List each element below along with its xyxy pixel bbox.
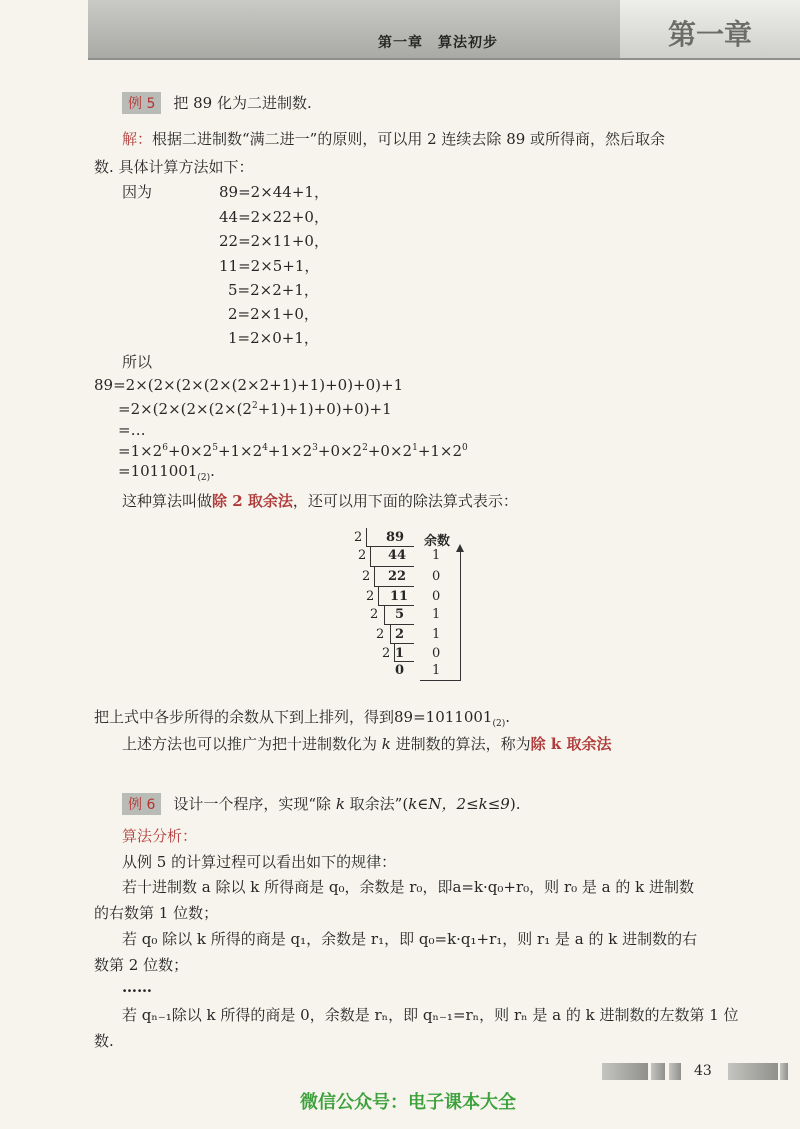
div-vline-3 <box>378 587 379 605</box>
remainder-1: 0 <box>432 569 441 584</box>
analysis-p4-l1: 若 qₙ₋₁除以 k 所得的商是 0，余数是 rₙ，即 qₙ₋₁=rₙ，则 rₙ 是 a 的 k 进制数的左数第 1 位 <box>122 1006 739 1024</box>
div-vline-4 <box>384 606 385 624</box>
example6-title-cond: k∈N，2≤k≤9 <box>408 795 510 813</box>
quotient-7: 0 <box>395 663 405 678</box>
quotient-0: 89 <box>386 530 405 545</box>
exp4-t5: +0×2 <box>367 442 413 460</box>
method-line <box>122 490 518 511</box>
exp4-s5: 1 <box>412 443 418 453</box>
remainder-4: 1 <box>432 627 441 642</box>
analysis-p2-l2: 的右数第 1 位数； <box>94 904 219 922</box>
header-chapter-title: 第一章 算法初步 <box>378 35 498 51</box>
expansion-2 <box>118 400 392 418</box>
div-vline-6 <box>394 644 395 661</box>
expansion-5-pre: =1011001 <box>118 462 198 480</box>
expansion-5 <box>118 462 215 483</box>
footer-bar-right-1 <box>728 1063 778 1080</box>
divisor-2: 2 <box>362 569 371 584</box>
remainder-header: 余数 <box>424 534 451 549</box>
analysis-dots: …… <box>122 978 152 996</box>
div-vline-1 <box>370 547 371 566</box>
example5-label: 例 5 <box>122 92 161 114</box>
so-label: 所以 <box>122 353 153 371</box>
exp4-t2: +1×2 <box>217 442 263 460</box>
exp4-s6: 0 <box>462 443 468 453</box>
example6-title-post: ). <box>509 795 521 813</box>
exp4-s3: 3 <box>312 443 318 453</box>
footer-bar-left-2 <box>651 1063 665 1080</box>
method-name: 除 2 取余法 <box>212 492 293 510</box>
div-vline-5 <box>390 625 391 643</box>
footer-bar-right-2 <box>780 1063 788 1080</box>
result-post: . <box>505 708 510 726</box>
example5-heading <box>122 92 312 114</box>
general-name: 除 k 取余法 <box>530 735 612 753</box>
div-hline-0 <box>366 546 414 547</box>
eq-2: 22=2×11+0， <box>219 232 329 250</box>
quotient-6: 1 <box>395 646 405 661</box>
quotient-5: 2 <box>395 627 405 642</box>
remainder-2: 0 <box>432 589 441 604</box>
analysis-p3-l1: 若 q₀ 除以 k 所得的商是 q₁，余数是 r₁，即 q₀=k·q₁+r₁，则 r₁ 是 a 的 k 进制数的右 <box>122 930 698 948</box>
exp4-t4: +0×2 <box>317 442 363 460</box>
divisor-0: 2 <box>354 530 363 545</box>
expansion-5-sub: (2) <box>197 473 211 483</box>
exp4-s1: 5 <box>212 443 218 453</box>
quotient-4: 5 <box>395 607 405 622</box>
analysis-p2-l1: 若十进制数 a 除以 k 所得商是 q₀，余数是 r₀，即a=k·q₀+r₀，则 r₀ 是 a 的 k 进制数 <box>122 878 695 896</box>
example6-title-pre: 设计一个程序，实现“除 <box>173 795 336 813</box>
footer-bar-left-1 <box>602 1063 648 1080</box>
exp4-s4: 2 <box>362 443 368 453</box>
divisor-6: 2 <box>382 646 391 661</box>
exp4-t1: +0×2 <box>167 442 213 460</box>
div-vline-0 <box>366 528 367 546</box>
expansion-1: 89=2×(2×(2×(2×(2×2+1)+1)+0)+0)+1 <box>94 376 404 394</box>
example6-title-mid: 取余法”( <box>344 795 409 813</box>
method-post: ，还可以用下面的除法算式表示： <box>292 492 518 510</box>
eq-6: 1=2×0+1， <box>228 329 319 347</box>
div-hline-4 <box>384 624 414 625</box>
result-pre: 把上式中各步所得的余数从下到上排列，得到89=1011001 <box>94 708 493 726</box>
header-chapter-tab: 第一章 <box>620 0 800 58</box>
div-hline-1 <box>370 566 414 567</box>
divisor-1: 2 <box>358 548 367 563</box>
exp4-s0: 6 <box>162 443 168 453</box>
solution-text-1: 根据二进制数“满二进一”的原则，可以用 2 连续去除 89 或所得商，然后取余 <box>152 130 666 148</box>
exp4-t6: +1×2 <box>417 442 463 460</box>
eq-1: 44=2×22+0， <box>219 208 329 226</box>
solution-line-1 <box>122 128 665 149</box>
expansion-2-post: +1)+1)+0)+0)+1 <box>257 400 392 418</box>
exp4-t3: +1×2 <box>267 442 313 460</box>
quotient-2: 22 <box>388 569 407 584</box>
expansion-2-pre: =2×(2×(2×(2×(2 <box>118 400 252 418</box>
expansion-5-post: . <box>210 462 215 480</box>
div-vline-2 <box>374 567 375 586</box>
divisor-3: 2 <box>366 589 375 604</box>
eq-4: 5=2×2+1， <box>228 281 319 299</box>
div-hline-6 <box>394 661 414 662</box>
analysis-p1: 从例 5 的计算过程可以看出如下的规律： <box>122 853 397 871</box>
example6-title-k: k <box>335 795 345 813</box>
solution-label: 解： <box>122 130 153 148</box>
divisor-4: 2 <box>370 607 379 622</box>
result-line <box>94 706 510 729</box>
page-number: 43 <box>694 1063 712 1079</box>
result-sub: (2) <box>492 719 506 729</box>
expansion-3: =… <box>118 421 146 439</box>
quotient-1: 44 <box>388 548 407 563</box>
analysis-p4-l2: 数. <box>94 1032 114 1050</box>
remainder-bracket-bottom <box>420 680 461 681</box>
expansion-4 <box>118 442 468 460</box>
remainder-6: 1 <box>432 663 441 678</box>
example6-heading <box>122 793 520 815</box>
expansion-2-sup: 2 <box>251 401 258 411</box>
remainder-5: 0 <box>432 646 441 661</box>
exp4-s2: 4 <box>262 443 268 453</box>
divisor-5: 2 <box>376 627 385 642</box>
remainder-0: 1 <box>432 548 441 563</box>
general-line <box>122 733 612 754</box>
up-arrow-icon <box>456 544 464 552</box>
footer-bar-left-3 <box>669 1063 681 1080</box>
remainder-arrow-line <box>460 550 461 680</box>
page-header <box>88 0 800 60</box>
because-label: 因为 <box>122 183 153 201</box>
method-pre: 这种算法叫做 <box>122 492 213 510</box>
watermark: 微信公众号：电子课本大全 <box>300 1092 516 1113</box>
solution-line-2: 数. 具体计算方法如下： <box>94 158 254 176</box>
eq-0: 89=2×44+1， <box>219 183 329 201</box>
example6-label: 例 6 <box>122 793 161 815</box>
exp4-t0: =1×2 <box>118 442 163 460</box>
quotient-3: 11 <box>390 589 409 604</box>
example5-title: 把 89 化为二进制数. <box>173 94 312 112</box>
div-hline-2 <box>374 586 414 587</box>
analysis-p3-l2: 数第 2 位数； <box>94 956 189 974</box>
general-mid: 进制数的算法，称为 <box>390 735 531 753</box>
remainder-3: 1 <box>432 607 441 622</box>
analysis-label: 算法分析： <box>122 827 198 845</box>
general-pre: 上述方法也可以推广为把十进制数化为 <box>122 735 382 753</box>
eq-5: 2=2×1+0， <box>228 305 319 323</box>
general-k: k <box>381 735 391 753</box>
eq-3: 11=2×5+1， <box>219 257 320 275</box>
